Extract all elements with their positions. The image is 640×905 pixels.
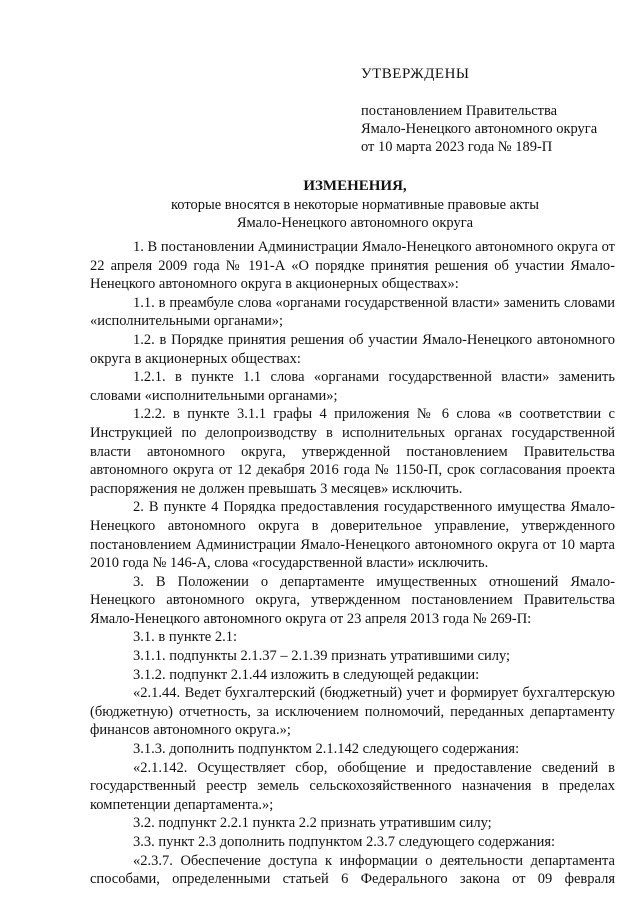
quote-2-1-142: «2.1.142. Осуществляет сбор, обобщение и предоставление сведений в государственный реестр земель сельскохозяйственного назначения в пределах компетенции департамента.»;	[90, 759, 615, 813]
paragraph-1: 1. В постановлении Администрации Ямало-Ненецкого автономного округа от 22 апреля 2009 года № 191-А «О порядке принятия решения об участии Ямало-Ненецкого автономного округа в акционерных обществах»:	[90, 239, 615, 293]
document-subtitle-line: которые вносятся в некоторые нормативные правовые акты	[170, 197, 539, 213]
document-heading	[90, 176, 620, 232]
paragraph-1-2-1: 1.2.1. в пункте 1.1 слова «органами государственной власти» заменить словами «исполнительными органами»;	[90, 369, 615, 404]
paragraph-2: 2. В пункте 4 Порядка предоставления государственного имущества Ямало-Ненецкого автономного округа в доверительное управление, утвержденного постановлением Администрации Ямало-Ненецкого автономного округа от 10 марта 2010 года № 146-А, слова «государственной власти» исключить.	[90, 499, 615, 572]
approval-title: УТВЕРЖДЕНЫ	[361, 66, 470, 82]
quote-2-1-44: «2.1.44. Ведет бухгалтерский (бюджетный) учет и формирует бухгалтерскую (бюджетную) отчетность, за исключением полномочий, переданных департаменту финансов автономного округа.»;	[90, 685, 615, 739]
paragraph-3-1-2: 3.1.2. подпункт 2.1.44 изложить в следующей редакции:	[133, 666, 480, 683]
approval-block	[361, 64, 623, 156]
paragraph-1-1: 1.1. в преамбуле слова «органами государственной власти» заменить словами «исполнительными органами»;	[90, 294, 615, 330]
paragraph-3-1: 3.1. в пункте 2.1:	[133, 629, 238, 646]
approval-line: постановлением Правительства	[361, 103, 558, 119]
paragraph-1-2-2: 1.2.2. в пункте 3.1.1 графы 4 приложения № 6 слова «в соответствии с Инструкцией по делопроизводству в исполнительных органах государственной власти автономного округа, утвержденной постановлением Правительства автономного округа от 12 декабря 2016 года № 1150-П, срок согласования проекта распоряжения не должен превышать 3 месяцев» исключить.	[90, 406, 615, 497]
quote-2-3-7: «2.3.7. Обеспечение доступа к информации о деятельности департамента способами, определенными статьей 6 Федерального закона от 09 февраля	[90, 852, 615, 888]
approval-line: от 10 марта 2023 года № 189-П	[361, 139, 553, 155]
paragraph-1-2: 1.2. в Порядке принятия решения об участии Ямало-Ненецкого автономного округа в акционерных обществах:	[90, 331, 615, 367]
paragraph-3-1-1: 3.1.1. подпункты 2.1.37 – 2.1.39 признать утратившими силу;	[133, 648, 511, 665]
paragraph-3: 3. В Положении о департаменте имущественных отношений Ямало-Ненецкого автономного округа, утвержденном постановлением Правительства Ямало-Ненецкого автономного округа от 23 апреля 2013 года № 269-П:	[90, 573, 615, 627]
paragraph-3-3: 3.3. пункт 2.3 дополнить подпунктом 2.3.7 следующего содержания:	[133, 834, 556, 850]
document-subtitle-line: Ямало-Ненецкого автономного округа	[236, 215, 474, 231]
document-body	[90, 238, 615, 889]
document-title: ИЗМЕНЕНИЯ,	[303, 178, 407, 194]
paragraph-3-2: 3.2. подпункт 2.2.1 пункта 2.2 признать утратившим силу;	[133, 815, 492, 832]
approval-line: Ямало-Ненецкого автономного округа	[361, 121, 598, 137]
paragraph-3-1-3: 3.1.3. дополнить подпунктом 2.1.142 следующего содержания:	[133, 741, 520, 758]
